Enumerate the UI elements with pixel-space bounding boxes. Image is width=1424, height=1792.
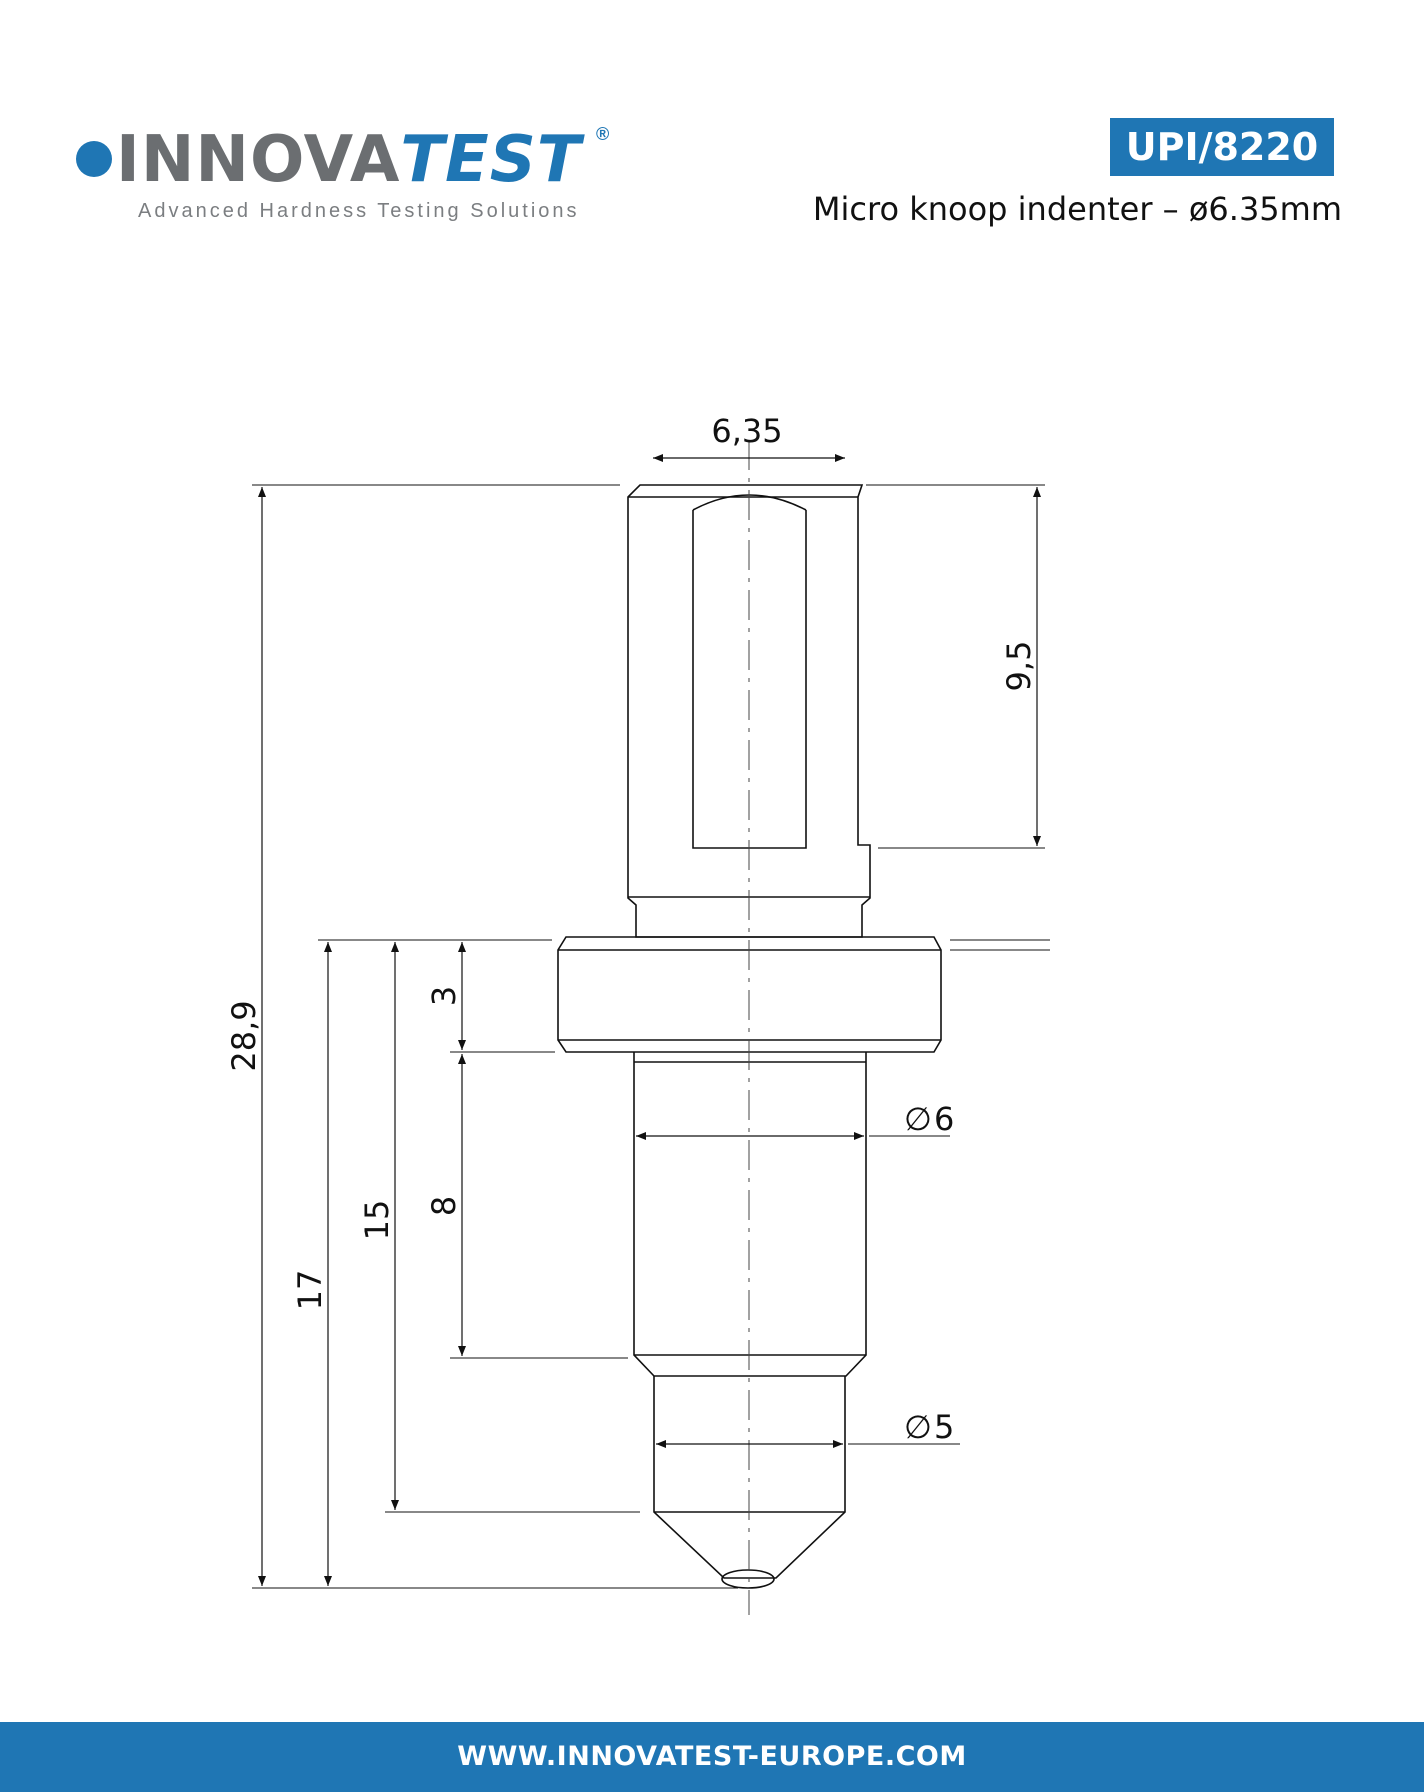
logo-word-blue: TEST: [400, 123, 582, 197]
product-title: Micro knoop indenter – ø6.35mm: [812, 190, 1342, 228]
label-shaft-length: 8: [425, 1195, 463, 1217]
registered-mark: ®: [596, 124, 610, 144]
label-shaft-diameter: 6: [934, 1100, 955, 1138]
product-code-badge: UPI/8220: [1110, 118, 1334, 176]
diameter-symbol-icon: ∅: [904, 1100, 932, 1138]
label-top-diameter: 6,35: [711, 412, 783, 450]
footer-website-link[interactable]: WWW.INNOVATEST-EUROPE.COM: [457, 1741, 967, 1772]
logo-tagline: Advanced Hardness Testing Solutions: [138, 200, 580, 222]
label-collar-height: 3: [425, 985, 463, 1007]
footer-bar: [0, 1722, 1424, 1792]
label-upper-length: 9,5: [1000, 640, 1038, 692]
diameter-symbol-icon: ∅: [904, 1408, 932, 1446]
label-tip-diameter: 5: [934, 1408, 955, 1446]
label-total-length: 28,9: [225, 1000, 263, 1072]
label-length-17: 17: [291, 1269, 329, 1311]
logo-word-gray: INNOVA: [116, 123, 401, 197]
label-length-15: 15: [358, 1199, 396, 1241]
